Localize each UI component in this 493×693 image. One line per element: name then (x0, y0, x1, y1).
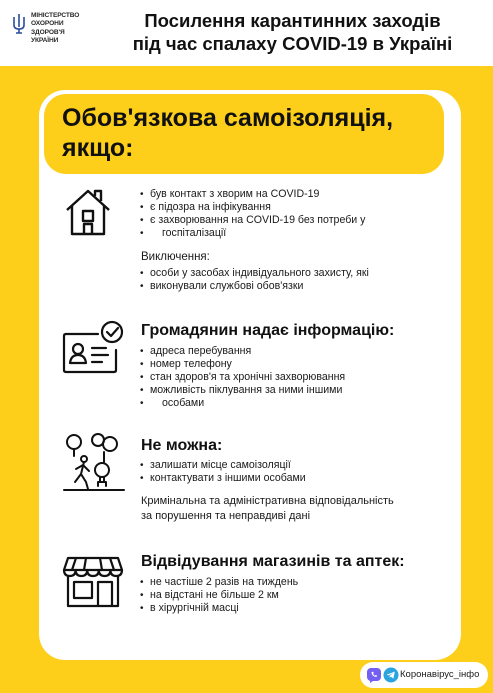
channel-badge[interactable] (360, 662, 488, 688)
list-item: • особи у засобах індивідуального захисту, які (140, 267, 369, 280)
list-item: • адреса перебування (140, 345, 345, 358)
exceptions-title: Виключення: (141, 251, 210, 263)
contact-conditions-list (140, 188, 365, 240)
list-item: • є захворювання на COVID-19 без потреби у (140, 214, 365, 227)
liability-note-line: Кримінальна та адміністративна відповідальність (141, 495, 394, 507)
headline-line: якщо: (62, 134, 134, 162)
liability-note (141, 494, 394, 524)
list-item: • залишати місце самоізоляції (140, 459, 306, 472)
trident-icon (12, 13, 26, 35)
telegram-icon[interactable] (383, 667, 399, 683)
list-item: • можливість піклування за ними іншими (140, 384, 345, 397)
page-title (100, 9, 485, 55)
list-item: • контактувати з іншими особами (140, 472, 306, 485)
ministry-name-line: ЗДОРОВ'Я (31, 28, 65, 36)
forbidden-list (140, 459, 306, 485)
ministry-name-line: ОХОРОНИ (31, 20, 64, 28)
list-item: • на відстані не більше 2 км (140, 589, 298, 602)
list-item: • стан здоров'я та хронічні захворювання (140, 371, 345, 384)
liability-note-line: за порушення та неправдиві дані (141, 510, 311, 522)
ministry-logo (12, 11, 80, 57)
channel-label[interactable]: Коронавірус_інфо (400, 669, 480, 680)
page-title-line: під час спалаху COVID-19 в Україні (132, 33, 453, 54)
list-item-continuation: • особами (140, 397, 345, 410)
forbidden-section-title: Не можна: (141, 437, 223, 454)
ministry-name (31, 12, 80, 45)
ministry-name-line: МІНІСТЕРСТВО (31, 12, 80, 19)
info-section-title: Громадянин надає інформацію: (141, 322, 395, 339)
list-item: • номер телефону (140, 358, 345, 371)
headline-line: Обов'язкова самоізоляція, (62, 104, 394, 132)
house-icon (64, 186, 112, 238)
viber-icon[interactable] (366, 667, 382, 683)
list-item: • є підозра на інфікування (140, 201, 365, 214)
ministry-name-line: УКРАЇНИ (31, 36, 59, 44)
storefront-icon (62, 554, 124, 610)
page-title-line: Посилення карантинних заходів (144, 10, 441, 31)
shops-section-title: Відвідування магазинів та аптек: (141, 553, 405, 570)
info-list (140, 345, 345, 410)
list-item: • в хірургічній масці (140, 602, 298, 615)
headline (62, 103, 393, 163)
list-item-continuation: • виконували службові обов'язки (140, 280, 369, 293)
id-card-check-icon (62, 320, 126, 374)
list-item: • був контакт з хворим на COVID-19 (140, 188, 365, 201)
exceptions-list (140, 267, 369, 293)
shops-list (140, 576, 298, 615)
list-item-continuation: • госпіталізації (140, 227, 365, 240)
header (0, 0, 493, 66)
list-item: • не частіше 2 разів на тиждень (140, 576, 298, 589)
walking-person-icon (62, 432, 126, 494)
